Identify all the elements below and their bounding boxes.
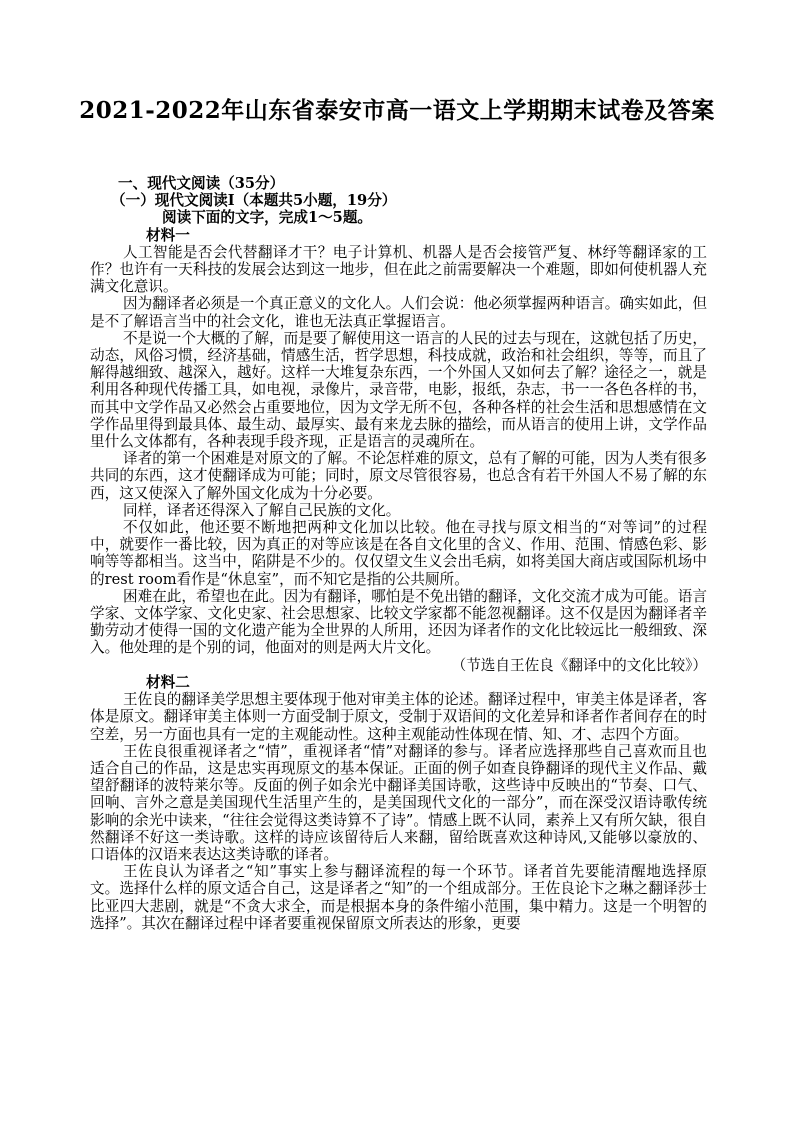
material-2-paragraph: 王佐良很重视译者之“情”，重视译者“情”对翻译的参与。译者应选择那些自己喜欢而且也适合自己的作品，这是忠实再现原文的基本保证。正面的例子如查良铮翻译的现代主义作品、戴望舒翻译的波特莱尔等。反面的例子如余光中翻译美国诗歌，这些诗中反映出的“节奏、口气、回响、言外之意是美国现代生活里产生的，是美国现代文化的一部分”，而在深受汉语诗歌传统影响的余光中读来，“往往会觉得这类诗算不了诗”。情感上既不认同，素养上又有所欠缺，很自然翻译不好这一类诗歌。这样的诗应该留待后人来翻，留给既喜欢这种诗风,又能够以豪放的、口语体的汉语来表达这类诗歌的译者。 [90,742,707,863]
section-heading: 一、现代文阅读（35分） [118,175,285,192]
material-2-paragraph: 王佐良的翻译美学思想主要体现于他对审美主体的论述。翻译过程中，审美主体是译者，客体是原文。翻译审美主体则一方面受制于原文，受制于双语间的文化差异和译者作者间存在的时空差，另一方面也具有一定的主观能动性。这种主观能动性体现在情、知、才、志四个方面。 [90,691,707,743]
material-1-paragraph: 人工智能是否会代替翻译才干？电子计算机、机器人是否会接管严复、林纾等翻译家的工作？也许有一天科技的发展会达到这一地步，但在此之前需要解决一个难题，即如何使机器人充满文化意识。 [90,243,707,296]
material-1-paragraph: 困难在此，希望也在此。因为有翻译，哪怕是不免出错的翻译，文化交流才成为可能。语言学家、文体学家、文化史家、社会思想家、比较文学家都不能忽视翻译。这不仅是因为翻译者辛勤劳动才使得一国的文化遗产能为全世界的人所用，还因为译者作的文化比较远比一般细致、深入。他处理的是个别的词，他面对的则是两大片文化。 [90,587,707,657]
document-body [90,175,707,932]
material-1-attribution: （节选自王佐良《翻译中的文化比较》） [451,656,707,674]
material-1-paragraph: 因为翻译者必须是一个真正意义的文化人。人们会说：他必须掌握两种语言。确实如此，但是不了解语言当中的社会文化，谁也无法真正掌握语言。 [90,295,707,330]
material-1-paragraph: 译者的第一个困难是对原文的了解。不论怎样难的原文，总有了解的可能，因为人类有很多共同的东西，这才使翻译成为可能；同时，原文尽管很容易，也总含有若干外国人不易了解的东西，这又使深入了解外国文化成为十分必要。 [90,450,707,502]
material-1-paragraph: 同样，译者还得深入了解自己民族的文化。 [123,501,401,519]
material-2-paragraph: 王佐良认为译者之“知”事实上参与翻译流程的每一个环节。译者首先要能清醒地选择原文。选择什么样的原文适合自己，这是译者之“知”的一个组成部分。王佐良论卞之琳之翻译莎士比亚四大悲剧，就是“不贪大求全，而是根据本身的条件缩小范围，集中精力。这是一个明智的选择”。其次在翻译过程中译者要重视保留原文所表达的形象，更要 [90,863,707,932]
material-2-label: 材料二 [146,673,190,691]
subsection-heading: （一）现代文阅读Ⅰ（本题共5小题，19分） [111,192,397,210]
exam-title: 2021-2022年山东省泰安市高一语文上学期期末试卷及答案 [79,97,715,124]
material-1-paragraph: 不是说一个大概的了解，而是要了解使用这一语言的人民的过去与现在，这就包括了历史，动态，风俗习惯，经济基础，情感生活，哲学思想，科技成就，政治和社会组织，等等，而且了解得越细致、越深入，越好。这样一大堆复杂东西，一个外国人又如何去了解？途径之一，就是利用各种现代传播工具，如电视，录像片，录音带，电影，报纸，杂志，书一一各色各样的书，而其中文学作品又必然会占重要地位，因为文学无所不包，各种各样的社会生活和思想感情在文学作品里得到最具体、最生动、最厚实、最有来龙去脉的描绘，而从语言的使用上讲，文学作品里什么文体都有，各种表现手段齐现，正是语言的灵魂所在。 [90,329,707,451]
material-1-label: 材料一 [146,226,190,244]
material-1-paragraph: 不仅如此，他还要不断地把两种文化加以比较。他在寻找与原文相当的“对等词”的过程中，就要作一番比较，因为真正的对等应该是在各自文化里的含义、作用、范围、情感色彩、影响等等都相当。这当中，陷阱是不少的。仅仅望文生义会出毛病，如将美国大商店或国际机场中的rest room看作是“休息室”，而不知它是指的公共厕所。 [90,519,707,588]
reading-instruction: 阅读下面的文字，完成1～5题。 [162,209,373,227]
